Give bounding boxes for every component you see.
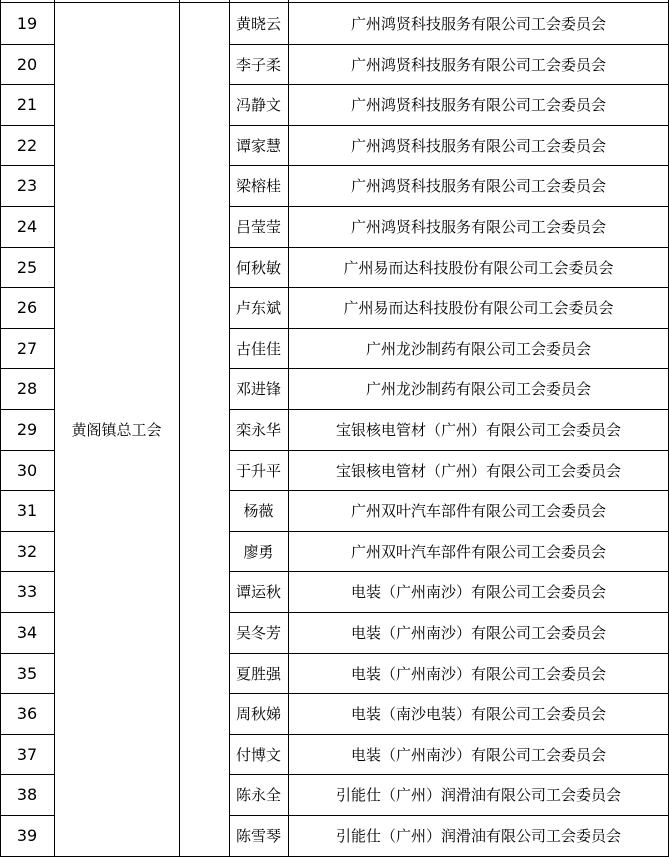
row-number: 22	[16, 135, 38, 155]
table-border-horizontal	[229, 125, 669, 126]
table-border-horizontal	[0, 328, 55, 329]
table-border-horizontal	[229, 490, 669, 491]
table-border-vertical	[229, 0, 230, 856]
member-name: 李子柔	[235, 55, 281, 74]
organization-name: 引能仕（广州）润滑油有限公司工会委员会	[335, 827, 621, 845]
member-name: 谭运秋	[235, 583, 281, 601]
organization-name: 广州鸿贤科技服务有限公司工会委员会	[350, 96, 606, 114]
member-name: 陈永全	[235, 786, 281, 804]
table-border-vertical	[179, 0, 180, 856]
row-number: 34	[16, 623, 38, 642]
table-border-horizontal	[0, 44, 55, 45]
organization-name: 广州双叶汽车部件有限公司工会委员会	[350, 502, 606, 520]
organization-name: 引能仕（广州）润滑油有限公司工会委员会	[335, 786, 621, 804]
table-border-horizontal	[229, 409, 669, 410]
row-number: 23	[16, 176, 38, 195]
table-border-horizontal	[0, 165, 55, 166]
row-number: 21	[16, 95, 38, 114]
table-border-horizontal	[0, 409, 55, 410]
member-name: 栾永华	[235, 421, 281, 439]
row-number: 28	[16, 379, 38, 398]
organization-name: 电装（广州南沙）有限公司工会委员会	[350, 745, 606, 764]
organization-name: 广州鸿贤科技服务有限公司工会委员会	[350, 55, 606, 74]
table-border-horizontal	[0, 2, 669, 3]
table-border-horizontal	[0, 84, 55, 85]
table-border-horizontal	[229, 653, 669, 654]
row-number: 33	[16, 582, 38, 601]
table-border-horizontal	[0, 612, 55, 613]
row-number: 35	[16, 663, 38, 683]
organization-name: 广州鸿贤科技服务有限公司工会委员会	[350, 177, 606, 195]
organization-name: 广州鸿贤科技服务有限公司工会委员会	[350, 15, 606, 33]
row-number: 27	[16, 338, 38, 358]
table-border-horizontal	[229, 206, 669, 207]
row-number: 29	[16, 420, 38, 439]
table-border-horizontal	[229, 84, 669, 85]
table-border-horizontal	[229, 450, 669, 451]
organization-name: 广州易而达科技股份有限公司工会委员会	[343, 299, 614, 317]
table-border-horizontal	[0, 653, 55, 654]
member-name: 古佳佳	[235, 339, 281, 358]
table-border-horizontal	[229, 734, 669, 735]
table-border-horizontal	[0, 693, 55, 694]
table-border-horizontal	[229, 612, 669, 613]
group-label: 黄阁镇总工会	[71, 421, 162, 439]
row-number: 36	[16, 704, 38, 723]
member-name: 吕莹莹	[235, 218, 281, 236]
table-border-horizontal	[0, 774, 55, 775]
member-name: 谭家慧	[235, 136, 281, 155]
table-border-vertical	[288, 0, 289, 856]
member-name: 吴冬芳	[235, 624, 281, 642]
table-border-horizontal	[229, 815, 669, 816]
row-number: 26	[16, 298, 38, 317]
table-border-horizontal	[0, 206, 55, 207]
table-border-horizontal	[229, 693, 669, 694]
table-border-horizontal	[0, 490, 55, 491]
member-name: 周秋娣	[235, 705, 281, 723]
member-name: 何秋敏	[235, 258, 281, 277]
organization-name: 电装（南沙电装）有限公司工会委员会	[350, 705, 606, 723]
table-border-horizontal	[0, 125, 55, 126]
member-name: 冯静文	[235, 96, 281, 114]
table-border-horizontal	[0, 571, 55, 572]
table-border-horizontal	[0, 450, 55, 451]
row-number: 25	[16, 257, 38, 277]
empty-column-cell	[179, 3, 229, 856]
member-name: 于升平	[235, 461, 281, 480]
organization-name: 广州龙沙制药有限公司工会委员会	[365, 339, 591, 358]
table-border-vertical	[54, 0, 55, 856]
table-border-horizontal	[229, 368, 669, 369]
row-number: 39	[16, 826, 38, 845]
row-number: 37	[16, 744, 38, 764]
table-border-horizontal	[229, 774, 669, 775]
group-label-cell	[54, 3, 179, 856]
table-border-vertical	[0, 0, 1, 856]
member-name: 付博文	[235, 745, 281, 764]
row-number: 20	[16, 54, 38, 74]
organization-name: 宝银核电管材（广州）有限公司工会委员会	[335, 421, 621, 439]
table-border-horizontal	[0, 368, 55, 369]
member-name: 卢东斌	[235, 299, 281, 317]
row-number: 19	[16, 14, 38, 33]
organization-name: 广州易而达科技股份有限公司工会委员会	[343, 258, 614, 277]
member-name: 夏胜强	[235, 664, 281, 683]
member-name: 黄晓云	[235, 15, 281, 33]
member-name: 廖勇	[243, 542, 274, 561]
organization-name: 广州鸿贤科技服务有限公司工会委员会	[350, 218, 606, 236]
table-border-horizontal	[229, 287, 669, 288]
organization-name: 宝银核电管材（广州）有限公司工会委员会	[335, 461, 621, 480]
organization-name: 电装（广州南沙）有限公司工会委员会	[350, 583, 606, 601]
table-border-horizontal	[0, 287, 55, 288]
row-number: 31	[16, 501, 38, 520]
member-name: 邓进锋	[235, 380, 281, 398]
organization-name: 广州双叶汽车部件有限公司工会委员会	[350, 542, 606, 561]
organization-name: 广州鸿贤科技服务有限公司工会委员会	[350, 136, 606, 155]
organization-name: 广州龙沙制药有限公司工会委员会	[365, 380, 591, 398]
table-border-horizontal	[229, 165, 669, 166]
table-border-horizontal	[229, 531, 669, 532]
table-border-horizontal	[229, 328, 669, 329]
row-number: 24	[16, 217, 38, 236]
organization-name: 电装（广州南沙）有限公司工会委员会	[350, 664, 606, 683]
organization-name: 电装（广州南沙）有限公司工会委员会	[350, 624, 606, 642]
table-border-horizontal	[0, 734, 55, 735]
member-name: 梁榕桂	[235, 177, 281, 195]
table-border-horizontal	[0, 531, 55, 532]
member-name: 杨薇	[243, 502, 274, 520]
table-border-horizontal	[0, 247, 55, 248]
table-border-horizontal	[229, 247, 669, 248]
table-border-horizontal	[229, 44, 669, 45]
table-border-horizontal	[229, 571, 669, 572]
row-number: 38	[16, 785, 38, 804]
table-border-horizontal	[0, 815, 55, 816]
row-number: 30	[16, 460, 38, 480]
row-number: 32	[16, 541, 38, 561]
member-name: 陈雪琴	[235, 827, 281, 845]
